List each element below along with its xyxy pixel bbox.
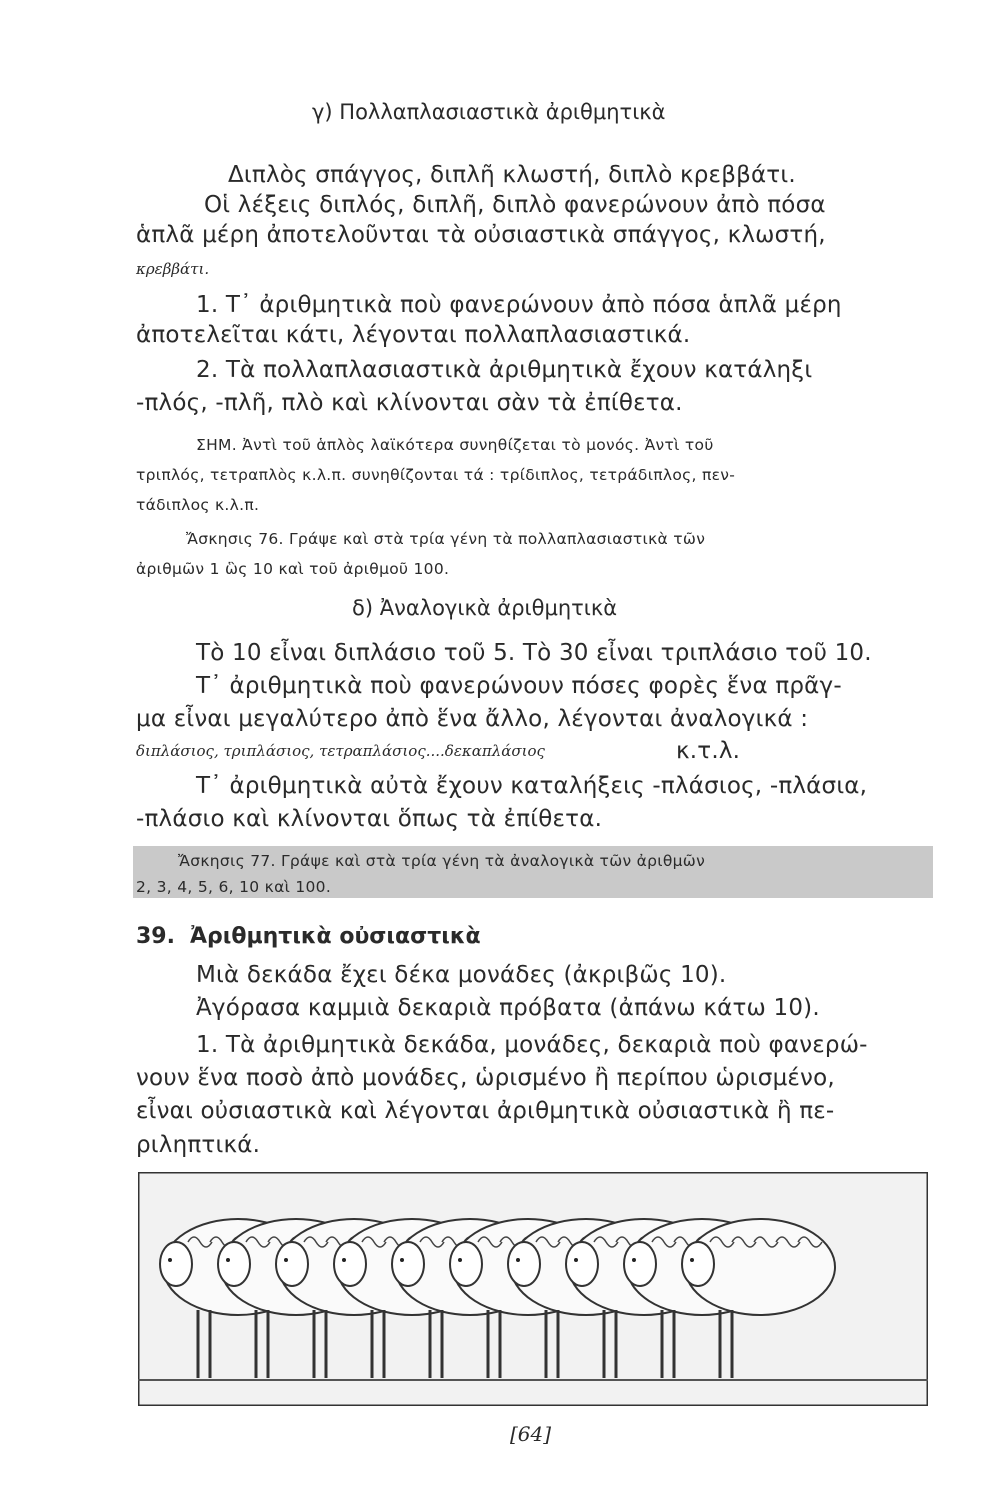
sheep-illustration [138,1172,928,1406]
paragraph-line: ἁπλᾶ μέρη ἀποτελοῦνται τὰ οὐσιαστικὰ σπάγγος, κλωστή, [136,222,826,248]
paragraph-line: διπλάσιος, τριπλάσιος, τετραπλάσιος....δεκαπλάσιος [136,742,545,760]
rule-line: 2. Τὰ πολλαπλασιαστικὰ ἀριθμητικὰ ἔχουν κατάληξι [196,357,813,383]
rule-line: ριληπτικά. [136,1132,261,1158]
paragraph-line: Τ᾽ ἀριθμητικὰ ποὺ φανερώνουν πόσες φορὲς ἕνα πρᾶγ- [196,673,842,699]
exercise-77-line: Ἄσκησις 77. Γράψε καὶ στὰ τρία γένη τὰ ἀναλογικὰ τῶν ἀριθμῶν [178,852,706,870]
note-line: ΣΗΜ. Ἀντὶ τοῦ ἁπλὸς λαϊκότερα συνηθίζεται τὸ μονός. Ἀντὶ τοῦ [196,436,714,454]
section-39-number: 39. [136,924,175,949]
paragraph-line: κ.τ.λ. [676,738,741,764]
rule-line: ἀποτελεῖται κάτι, λέγονται πολλαπλασιαστικά. [136,322,691,348]
note-line: τάδιπλος κ.λ.π. [136,496,260,514]
exercise-76-line: ἀριθμῶν 1 ὣς 10 καὶ τοῦ ἀριθμοῦ 100. [136,560,450,578]
paragraph-line: μα εἶναι μεγαλύτερο ἀπὸ ἕνα ἄλλο, λέγονται ἀναλογικά : [136,706,809,732]
exercise-77-line: 2, 3, 4, 5, 6, 10 καὶ 100. [136,878,332,896]
section-delta-heading: δ) Ἀναλογικὰ ἀριθμητικὰ [352,596,618,620]
section-39-title: Ἀριθμητικὰ οὐσιαστικὰ [190,924,481,949]
rule-line: -πλός, -πλῆ, πλὸ καὶ κλίνονται σὰν τὰ ἐπίθετα. [136,390,683,416]
rule-line: νουν ἕνα ποσὸ ἀπὸ μονάδες, ὡρισμένο ἢ περίπου ὡρισμένο, [136,1065,835,1091]
paragraph-line: Μιὰ δεκάδα ἔχει δέκα μονάδες (ἀκριβῶς 10). [196,962,727,988]
rule-line: εἶναι οὐσιαστικὰ καὶ λέγονται ἀριθμητικὰ οὐσιαστικὰ ἢ πε- [136,1098,835,1124]
exercise-76-line: Ἄσκησις 76. Γράψε καὶ στὰ τρία γένη τὰ πολλαπλασιαστικὰ τῶν [186,530,706,548]
note-line: τριπλός, τετραπλὸς κ.λ.π. συνηθίζονται τά : τρίδιπλος, τετράδιπλος, πεν- [136,466,736,484]
rule-line: 1. Τὰ ἀριθμητικὰ δεκάδα, μονάδες, δεκαριὰ ποὺ φανερώ- [196,1032,868,1058]
paragraph-line: Τὸ 10 εἶναι διπλάσιο τοῦ 5. Τὸ 30 εἶναι τριπλάσιο τοῦ 10. [196,640,872,666]
paragraph-line: Ἀγόρασα καμμιὰ δεκαριὰ πρόβατα (ἀπάνω κάτω 10). [196,995,820,1021]
paragraph-line: -πλάσιο καὶ κλίνονται ὅπως τὰ ἐπίθετα. [136,806,603,832]
paragraph-line: Οἱ λέξεις διπλός, διπλῆ, διπλὸ φανερώνουν ἀπὸ πόσα [204,192,826,218]
section-gamma-heading: γ) Πολλαπλασιαστικὰ ἀριθμητικὰ [312,100,666,124]
rule-line: 1. Τ᾽ ἀριθμητικὰ ποὺ φανερώνουν ἀπὸ πόσα ἁπλᾶ μέρη [196,292,842,318]
paragraph-line: Διπλὸς σπάγγος, διπλῆ κλωστή, διπλὸ κρεββάτι. [228,162,796,188]
paragraph-line: Τ᾽ ἀριθμητικὰ αὐτὰ ἔχουν καταλήξεις -πλάσιος, -πλάσια, [196,773,868,799]
paragraph-line: κρεββάτι. [136,260,210,278]
page-number: [64] [510,1422,552,1446]
